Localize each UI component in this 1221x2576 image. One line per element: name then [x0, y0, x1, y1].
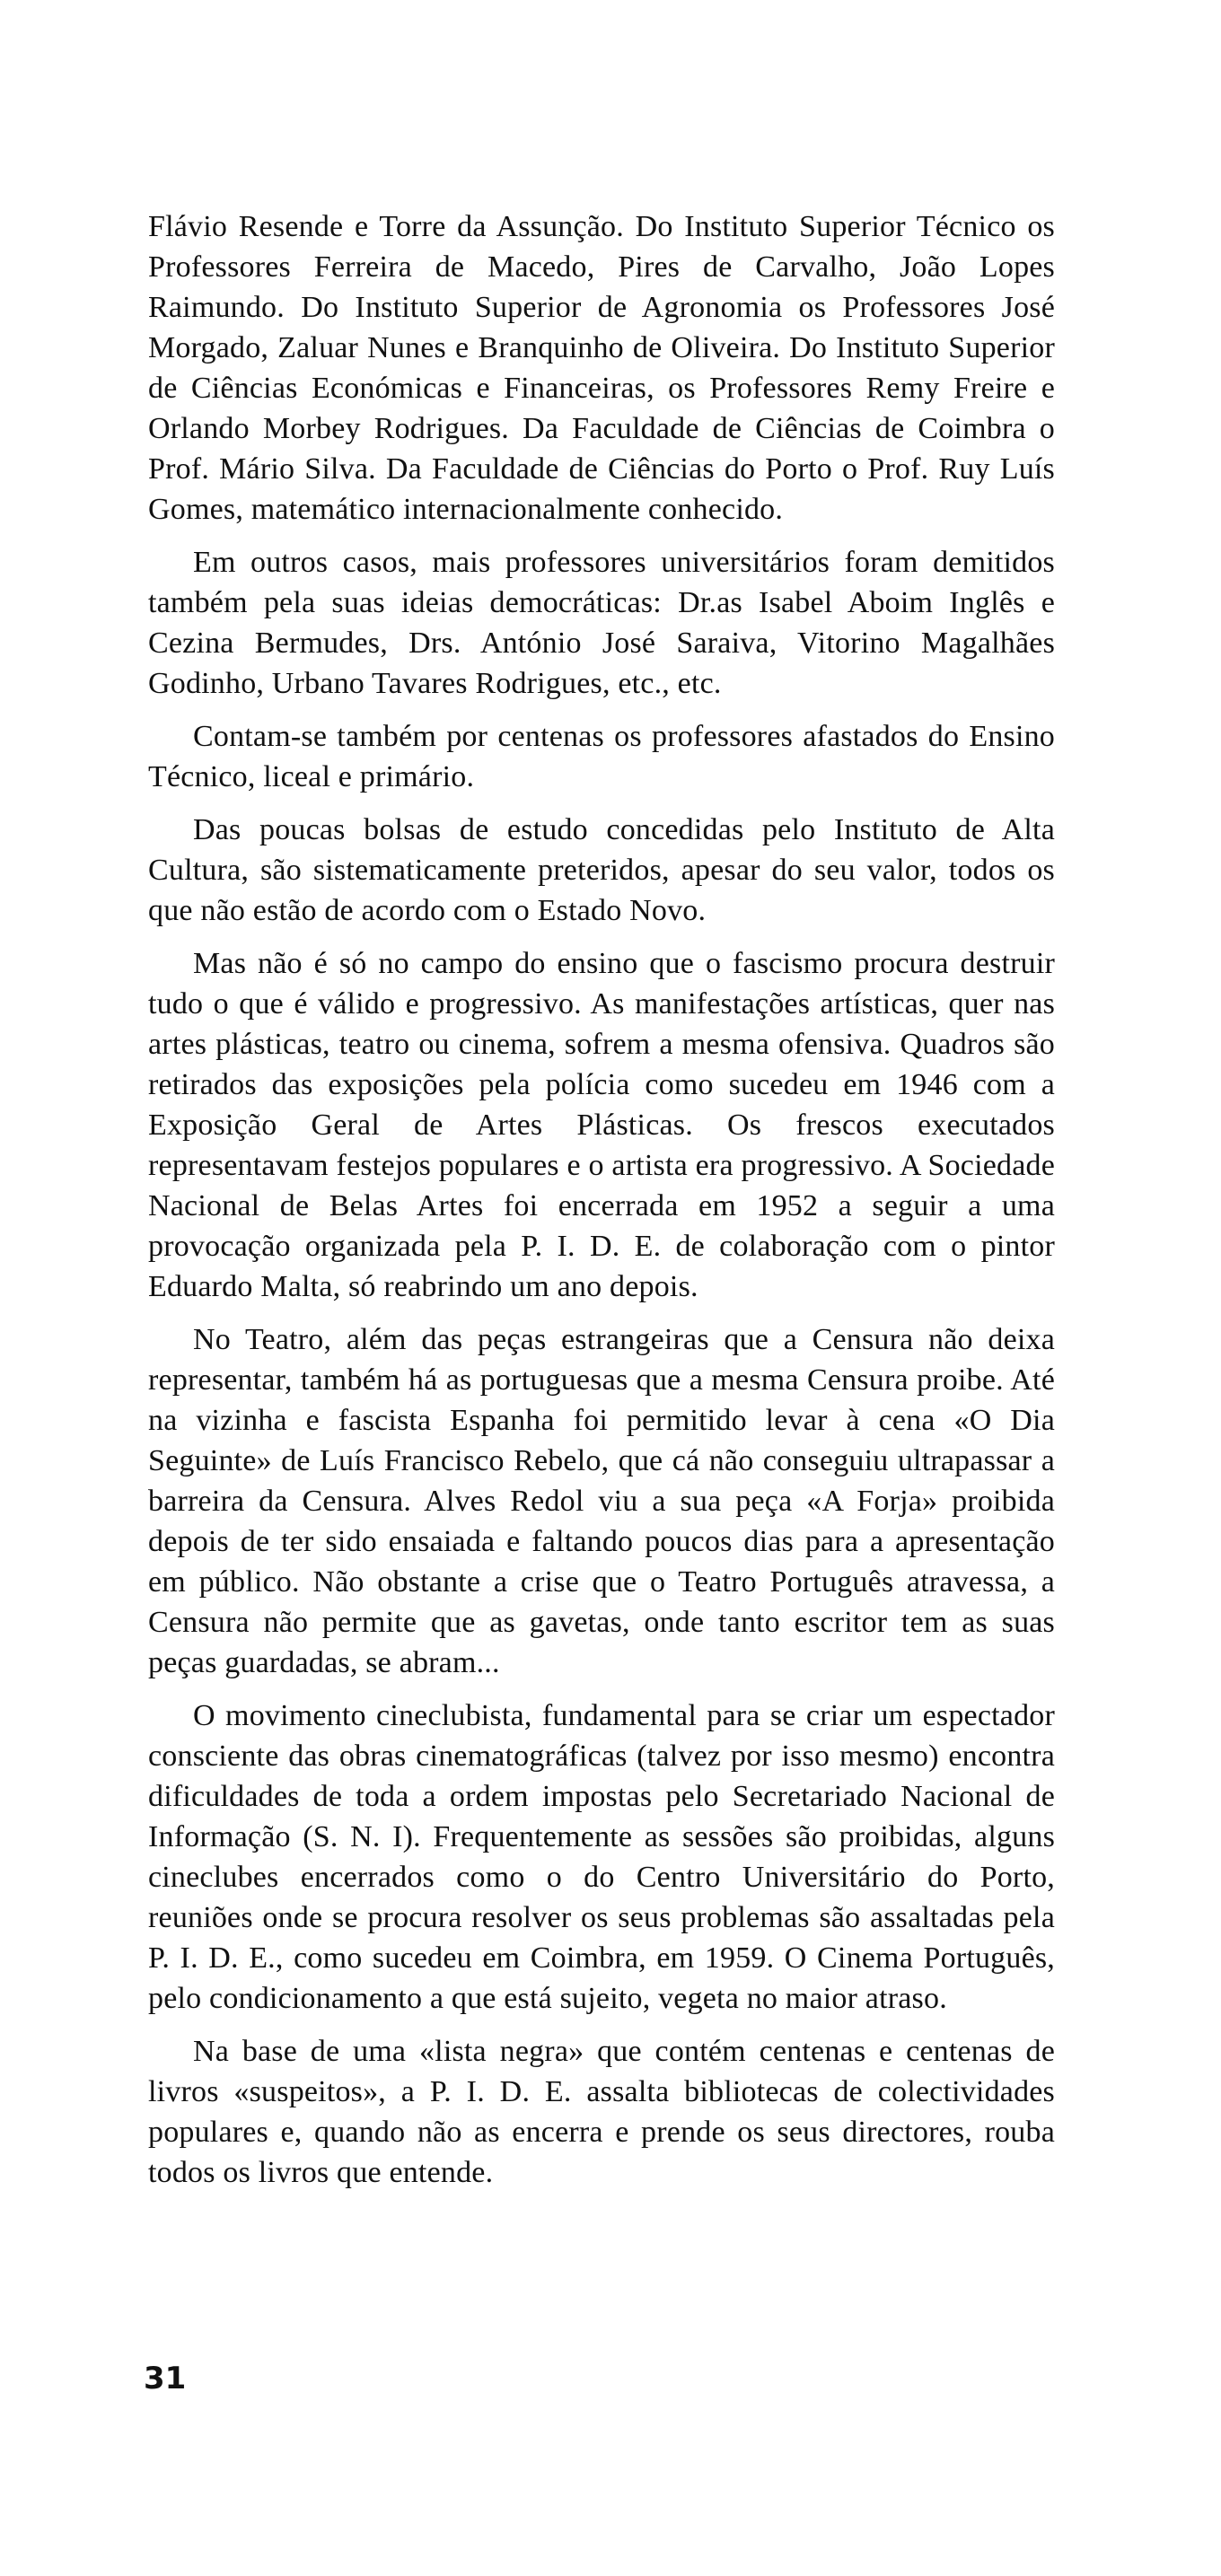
paragraph: O movimento cineclubista, fundamental para se criar um espectador consciente das obras cinematográficas (talvez por isso mesmo) encontra dificuldades de toda a ordem impostas pelo Secretariado Nacional de Informação (S. N. I). Frequentemente as sessões são proibidas, alguns cineclubes encerrados como o do Centro Universitário do Porto, reuniões onde se procura resolver os seus problemas são assaltadas pela P. I. D. E., como sucedeu em Coimbra, em 1959. O Cinema Português, pelo condicionamento a que está sujeito, vegeta no maior atraso. — [148, 1699, 1055, 2015]
paragraph: Contam-se também por centenas os professores afastados do Ensino Técnico, liceal e primário. — [148, 720, 1055, 793]
paragraph: No Teatro, além das peças estrangeiras que a Censura não deixa representar, também há as portuguesas que a mesma Censura proibe. Até na vizinha e fascista Espanha foi permitido levar à cena «O Dia Seguinte» de Luís Francisco Rebelo, que cá não conseguiu ultrapassar a barreira da Censura. Alves Redol viu a sua peça «A Forja» proibida depois de ter sido ensaiada e faltando poucos dias para a apresentação em público. Não obstante a crise que o Teatro Português atravessa, a Censura não permite que as gavetas, onde tanto escritor tem as suas peças guardadas, se abram... — [148, 1323, 1055, 1679]
page-number: 31 — [144, 2361, 187, 2396]
paragraph: Em outros casos, mais professores universitários foram demitidos também pela suas ideias democráticas: Dr.as Isabel Aboim Inglês e Cezina Bermudes, Drs. António José Saraiva, Vitorino Magalhães Godinho, Urbano Tavares Rodrigues, etc., etc. — [148, 546, 1055, 700]
paragraph: Mas não é só no campo do ensino que o fascismo procura destruir tudo o que é válido e progressivo. As manifestações artísticas, quer nas artes plásticas, teatro ou cinema, sofrem a mesma ofensiva. Quadros são retirados das exposições pela polícia como sucedeu em 1946 com a Exposição Geral de Artes Plásticas. Os frescos executados representavam festejos populares e o artista era progressivo. A Sociedade Nacional de Belas Artes foi encerrada em 1952 a seguir a uma provocação organizada pela P. I. D. E. de colaboração com o pintor Eduardo Malta, só reabrindo um ano depois. — [148, 947, 1055, 1303]
paragraph: Flávio Resende e Torre da Assunção. Do Instituto Superior Técnico os Professores Ferreira de Macedo, Pires de Carvalho, João Lopes Raimundo. Do Instituto Superior de Agronomia os Professores José Morgado, Zaluar Nunes e Branquinho de Oliveira. Do Instituto Superior de Ciências Económicas e Financeiras, os Professores Remy Freire e Orlando Morbey Rodrigues. Da Faculdade de Ciências de Coimbra o Prof. Mário Silva. Da Faculdade de Ciências do Porto o Prof. Ruy Luís Gomes, matemático internacionalmente conhecido. — [148, 210, 1055, 526]
paragraph: Das poucas bolsas de estudo concedidas pelo Instituto de Alta Cultura, são sistematicamente preteridos, apesar do seu valor, todos os que não estão de acordo com o Estado Novo. — [148, 813, 1055, 927]
body-text — [148, 206, 1055, 2205]
paragraph: Na base de uma «lista negra» que contém centenas e centenas de livros «suspeitos», a P. I. D. E. assalta bibliotecas de colectividades populares e, quando não as encerra e prende os seus directores, rouba todos os livros que entende. — [148, 2035, 1055, 2189]
